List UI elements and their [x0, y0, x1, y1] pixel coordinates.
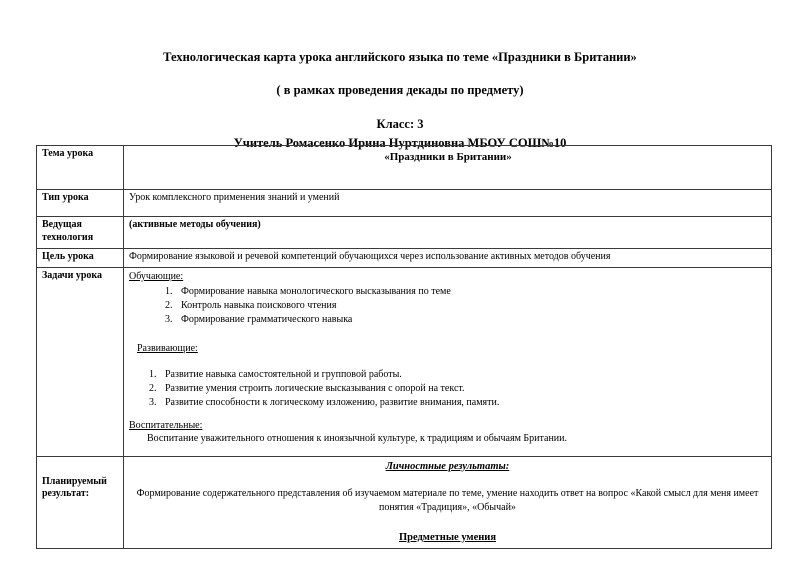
lesson-plan-table [36, 145, 772, 549]
teacher-line: Учитель Ромасенко Ирина Нуртдиновна МБОУ СОШ№10 [233, 135, 567, 150]
row-value-goal: Формирование языковой и речевой компетенций обучающихся через использование активных методов обучения [124, 249, 772, 268]
row-label-goal: Цель урока [37, 249, 124, 268]
spacer [129, 411, 767, 419]
tasks-developing-list [129, 368, 767, 410]
row-value-tasks [124, 268, 772, 457]
table-row-technology [37, 217, 772, 249]
table-row-goal [37, 249, 772, 268]
row-label-tasks: Задачи урока [37, 268, 124, 457]
class-line: Класс: 3 [376, 117, 424, 132]
list-item: 1. Развитие навыка самостоятельной и групповой работы. [159, 368, 767, 381]
document-header [0, 0, 800, 151]
row-label-planned-result-line1: Планируемый [42, 475, 107, 487]
subject-skills-title: Предметные умения [398, 531, 497, 543]
table-row-theme [37, 146, 772, 190]
spacer [129, 327, 767, 343]
table-row-tasks [37, 268, 772, 457]
table-row-planned-result [37, 456, 772, 548]
row-label-lesson-type: Тип урока [37, 190, 124, 217]
list-item: 2. Контроль навыка поискового чтения [175, 299, 767, 312]
row-label-planned-result-line2: результат: [42, 488, 90, 500]
row-label-technology-line2: технология [42, 231, 94, 243]
list-item: 2. Развитие умения строить логические высказывания с опорой на текст. [159, 382, 767, 395]
row-value-technology: (активные методы обучения) [124, 217, 772, 249]
spacer [129, 356, 767, 367]
row-label-technology [37, 217, 124, 249]
page-title: Технологическая карта урока английского языка по теме «Праздники в Британии» [163, 50, 637, 64]
row-value-theme: «Праздники в Британии» [124, 146, 772, 190]
tasks-upbringing-title: Воспитательные: [129, 419, 203, 431]
page-subtitle: ( в рамках проведения декады по предмету) [276, 82, 524, 97]
row-value-lesson-type: Урок комплексного применения знаний и умений [124, 190, 772, 217]
list-item: 3. Развитие способности к логическому изложению, развитие внимания, памяти. [159, 396, 767, 409]
row-label-theme: Тема урока [37, 146, 124, 190]
table-row-lesson-type [37, 190, 772, 217]
row-value-planned-result [124, 456, 772, 548]
row-label-planned-result [37, 456, 124, 548]
list-item: 1. Формирование навыка монологического высказывания по теме [175, 285, 767, 298]
tasks-teaching-list [129, 285, 767, 327]
tasks-teaching-title: Обучающие: [129, 271, 184, 282]
row-label-technology-line1: Ведущая [42, 219, 82, 230]
personal-results-title: Личностные результаты: [385, 460, 510, 472]
tasks-upbringing-text: Воспитание уважительного отношения к иноязычной культуре, к традициям и обычаям Британии. [147, 433, 568, 445]
personal-results-text: Формирование содержательного представления об изучаемом материале по теме, умение находить ответ на вопрос «Какой смысл для меня имеет понятия «Традиция», «Обычай» [136, 487, 759, 513]
list-item: 3. Формирование грамматического навыка [175, 313, 767, 326]
tasks-developing-title: Развивающие: [137, 343, 198, 355]
